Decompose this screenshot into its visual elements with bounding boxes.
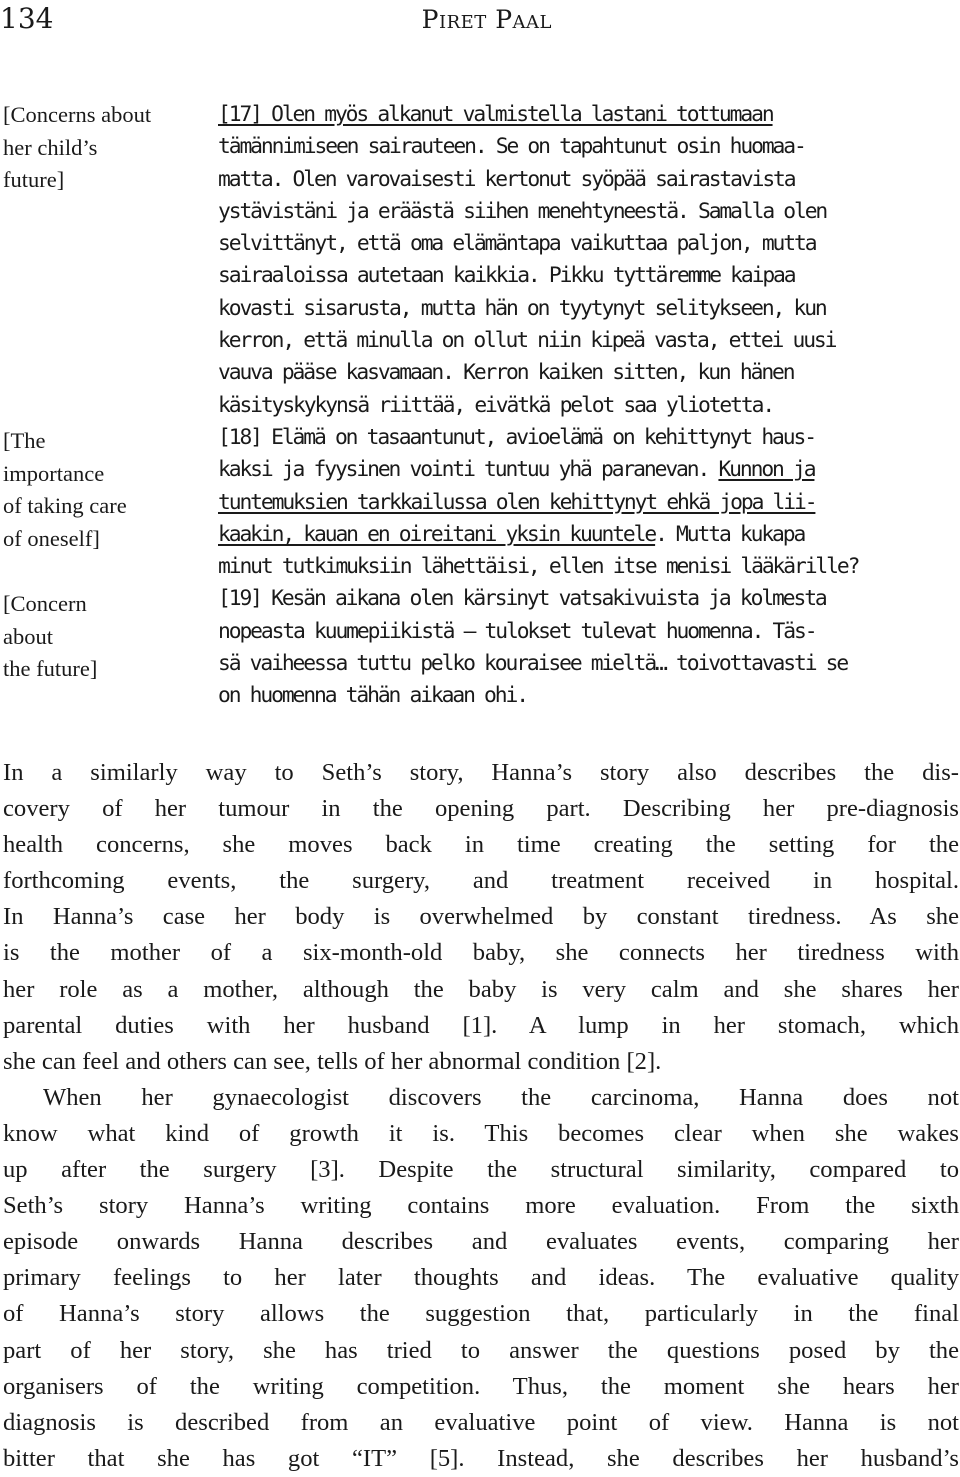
quote-paragraph-18: [218, 422, 958, 583]
underlined-text: Kunnon ja: [718, 457, 815, 483]
margin-note-line: [The: [3, 428, 46, 453]
quote-paragraph-19: [218, 583, 958, 712]
quote-line: sairaaloissa autetaan kaikkia. Pikku tyttäremme kaipaa: [218, 263, 795, 289]
quote-line: matta. Olen varovaisesti kertonut syöpää sairastavista: [218, 166, 795, 192]
quote-line: on huomenna tähän aikaan ohi.: [218, 683, 527, 709]
quote-line: minut tutkimuksiin lähettäisi, ellen itse menisi lääkärille?: [218, 554, 859, 580]
quote-line: tämännimiseen sairauteen. Se on tapahtunut osin huomaa-: [218, 134, 805, 160]
quote-line: kovasti sisarusta, mutta hän on tyytynyt selitykseen, kun: [218, 295, 826, 321]
margin-note-line: [Concerns about: [3, 102, 152, 127]
margin-note-line: the future]: [3, 656, 98, 682]
body-line: covery of her tumour in the opening part. Describing her pre-diagnosis: [3, 795, 959, 823]
margin-note: [3, 99, 208, 197]
body-paragraph: [3, 755, 959, 1080]
page-header: [0, 0, 960, 40]
body-line: In Hanna’s case her body is overwhelmed by constant tiredness. As she: [3, 903, 959, 931]
page-number: 134: [0, 2, 54, 35]
quote-line: käsityskykynsä riittää, eivätkä pelot saa yliotetta.: [218, 392, 774, 418]
margin-note-line: about: [3, 623, 53, 649]
body-line: health concerns, she moves back in time creating the setting for the: [3, 831, 959, 859]
body-line: up after the surgery [3]. Despite the structural similarity, compared to: [3, 1156, 959, 1184]
quoted-text: [218, 99, 958, 713]
body-line: her role as a mother, although the baby is very calm and she shares her: [3, 975, 959, 1003]
body-line: Seth’s story Hanna’s writing contains more evaluation. From the sixth: [3, 1192, 959, 1220]
body-line: of Hanna’s story allows the suggestion that, particularly in the final: [3, 1300, 959, 1328]
margin-note-line: her child’s: [3, 134, 98, 160]
body-text: [3, 755, 959, 1477]
quote-line: nopeasta kuumepiikistä – tulokset tulevat huomenna. Täs-: [218, 618, 816, 644]
quote-line: sä vaiheessa tuttu pelko kouraisee mieltä… toivottavasti se: [218, 651, 848, 677]
margin-note: [3, 425, 208, 555]
body-paragraph: [3, 1080, 959, 1477]
body-line: bitter that she has got “IT” [5]. Instead, she describes her husband’s: [3, 1444, 959, 1472]
quote-paragraph-17: [218, 99, 958, 422]
body-line: know what kind of growth it is. This becomes clear when she wakes: [3, 1119, 959, 1147]
margin-note: [3, 588, 208, 686]
body-line: In a similarly way to Seth’s story, Hanna’s story also describes the dis-: [3, 759, 959, 786]
quote-line: [17] Olen myös alkanut valmistella lastani tottumaan: [218, 102, 773, 127]
quote-text: . Mutta kukapa: [655, 521, 805, 547]
body-line: parental duties with her husband [1]. A lump in her stomach, which: [3, 1011, 959, 1039]
quote-line: selvittänyt, että oma elämäntapa vaikuttaa paljon, mutta: [218, 231, 816, 257]
quote-line: [18] Elämä on tasaantunut, avioelämä on kehittynyt haus-: [218, 424, 815, 450]
body-line: organisers of the writing competition. Thus, the moment she hears her: [3, 1372, 959, 1400]
quote-line: [218, 519, 958, 551]
body-line: When her gynaecologist discovers the carcinoma, Hanna does not: [43, 1083, 959, 1111]
quote-line: ystävistäni ja eräästä siihen menehtyneestä. Samalla olen: [218, 198, 827, 224]
body-line: forthcoming events, the surgery, and treatment received in hospital.: [3, 867, 959, 895]
margin-note-line: future]: [3, 167, 65, 193]
quote-text: kaksi ja fyysinen vointi tuntuu yhä paranevan.: [218, 457, 719, 483]
margin-note-line: [Concern: [3, 591, 87, 616]
underlined-text: kaakin, kauan en oireitani yksin kuuntele: [218, 521, 656, 547]
margin-note-line: of taking care: [3, 493, 127, 519]
quote-line: [218, 454, 958, 486]
quote-line: [19] Kesän aikana olen kärsinyt vatsakivuista ja kolmesta: [218, 586, 826, 612]
body-line: part of her story, she has tried to answer the questions posed by the: [3, 1336, 959, 1364]
margin-note-line: importance: [3, 460, 105, 486]
body-line: episode onwards Hanna describes and evaluates events, comparing her: [3, 1228, 959, 1256]
quote-line: kerron, että minulla on ollut niin kipeä vasta, ettei uusi: [218, 328, 836, 354]
body-line: primary feelings to her later thoughts and ideas. The evaluative quality: [3, 1264, 959, 1292]
body-line: is the mother of a six-month-old baby, she connects her tiredness with: [3, 939, 959, 967]
body-line: she can feel and others can see, tells of her abnormal condition [2].: [3, 1047, 662, 1075]
quote-line: vauva pääse kasvamaan. Kerron kaiken sitten, kun hänen: [218, 360, 794, 386]
running-head: Piret Paal: [421, 5, 552, 34]
margin-note-line: of oneself]: [3, 525, 100, 551]
body-line: diagnosis is described from an evaluative point of view. Hanna is not: [3, 1408, 959, 1436]
underlined-text: tuntemuksien tarkkailussa olen kehittynyt ehkä jopa lii-: [218, 489, 816, 515]
